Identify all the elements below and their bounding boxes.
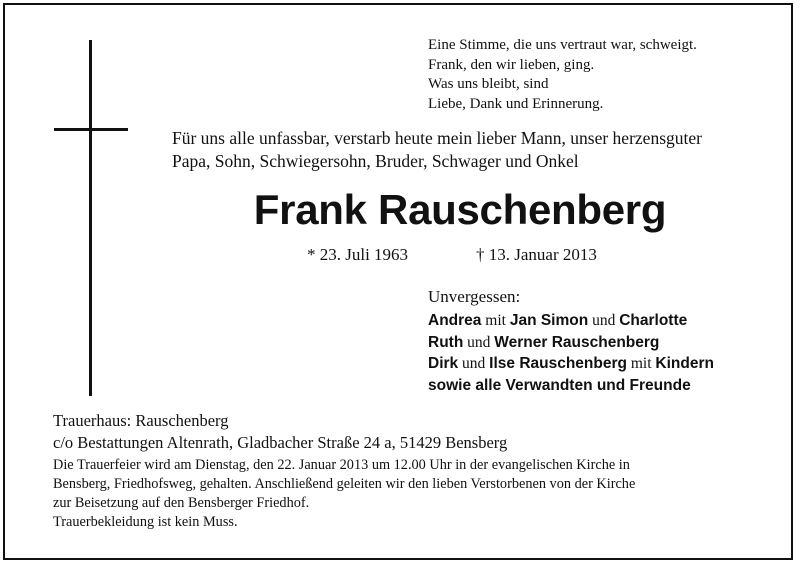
poem: [428, 36, 697, 114]
poem-line: Eine Stimme, die uns vertraut war, schweigt.: [428, 37, 697, 53]
mourner-line: [428, 310, 714, 332]
mourning-house: [53, 410, 507, 454]
mourner-name: Andrea: [428, 312, 482, 329]
mourner-conjunction: und: [588, 312, 620, 329]
mourner-name: Charlotte: [619, 312, 688, 329]
cross-horizontal-bar: [54, 128, 128, 131]
birth-date: * 23. Juli 1963: [307, 245, 409, 264]
poem-line: Was uns bleibt, sind: [428, 76, 549, 92]
notice-line: Trauerbekleidung ist kein Muss.: [53, 514, 238, 530]
intro-text: [172, 127, 702, 173]
mourner-name: Kindern: [655, 355, 714, 372]
mourner-name: Werner Rauschenberg: [494, 333, 660, 351]
house-address: c/o Bestattungen Altenrath, Gladbacher Straße 24 a, 51429 Bensberg: [53, 433, 508, 452]
mourner-conjunction: und: [458, 355, 490, 372]
mourner-name: Jan Simon: [509, 312, 589, 329]
mourner-conjunction: mit: [626, 355, 656, 372]
intro-line: Für uns alle unfassbar, verstarb heute mein lieber Mann, unser herzensguter: [172, 128, 702, 148]
deceased-name: Frank Rauschenberg: [253, 186, 667, 233]
mourner-name: Ruth: [428, 333, 464, 351]
mourner-line: [428, 332, 714, 354]
mourner-conjunction: und: [463, 333, 495, 351]
mourner-name: Ilse Rauschenberg: [489, 355, 627, 372]
notice-line: Bensberg, Friedhofsweg, gehalten. Anschließend geleiten wir den lieben Verstorbenen von der Kirche: [53, 476, 636, 492]
mourners-list: [428, 310, 714, 396]
mourner-line: sowie alle Verwandten und Freunde: [428, 376, 691, 394]
death-date: † 13. Januar 2013: [476, 245, 597, 264]
mourners-heading: Unvergessen:: [428, 287, 521, 306]
mourner-name: Dirk: [428, 355, 459, 372]
house-line: Trauerhaus: Rauschenberg: [53, 411, 229, 430]
notice-line: Die Trauerfeier wird am Dienstag, den 22. Januar 2013 um 12.00 Uhr in der evangelischen Kirche in: [53, 457, 630, 473]
mourner-line: [428, 353, 714, 375]
notice-line: zur Beisetzung auf den Bensberger Friedhof.: [53, 495, 310, 511]
mourner-conjunction: mit: [481, 312, 510, 329]
poem-line: Liebe, Dank und Erinnerung.: [428, 95, 604, 112]
funeral-notice: [53, 456, 783, 532]
intro-line: Papa, Sohn, Schwiegersohn, Bruder, Schwager und Onkel: [172, 151, 579, 171]
poem-line: Frank, den wir lieben, ging.: [428, 56, 595, 73]
